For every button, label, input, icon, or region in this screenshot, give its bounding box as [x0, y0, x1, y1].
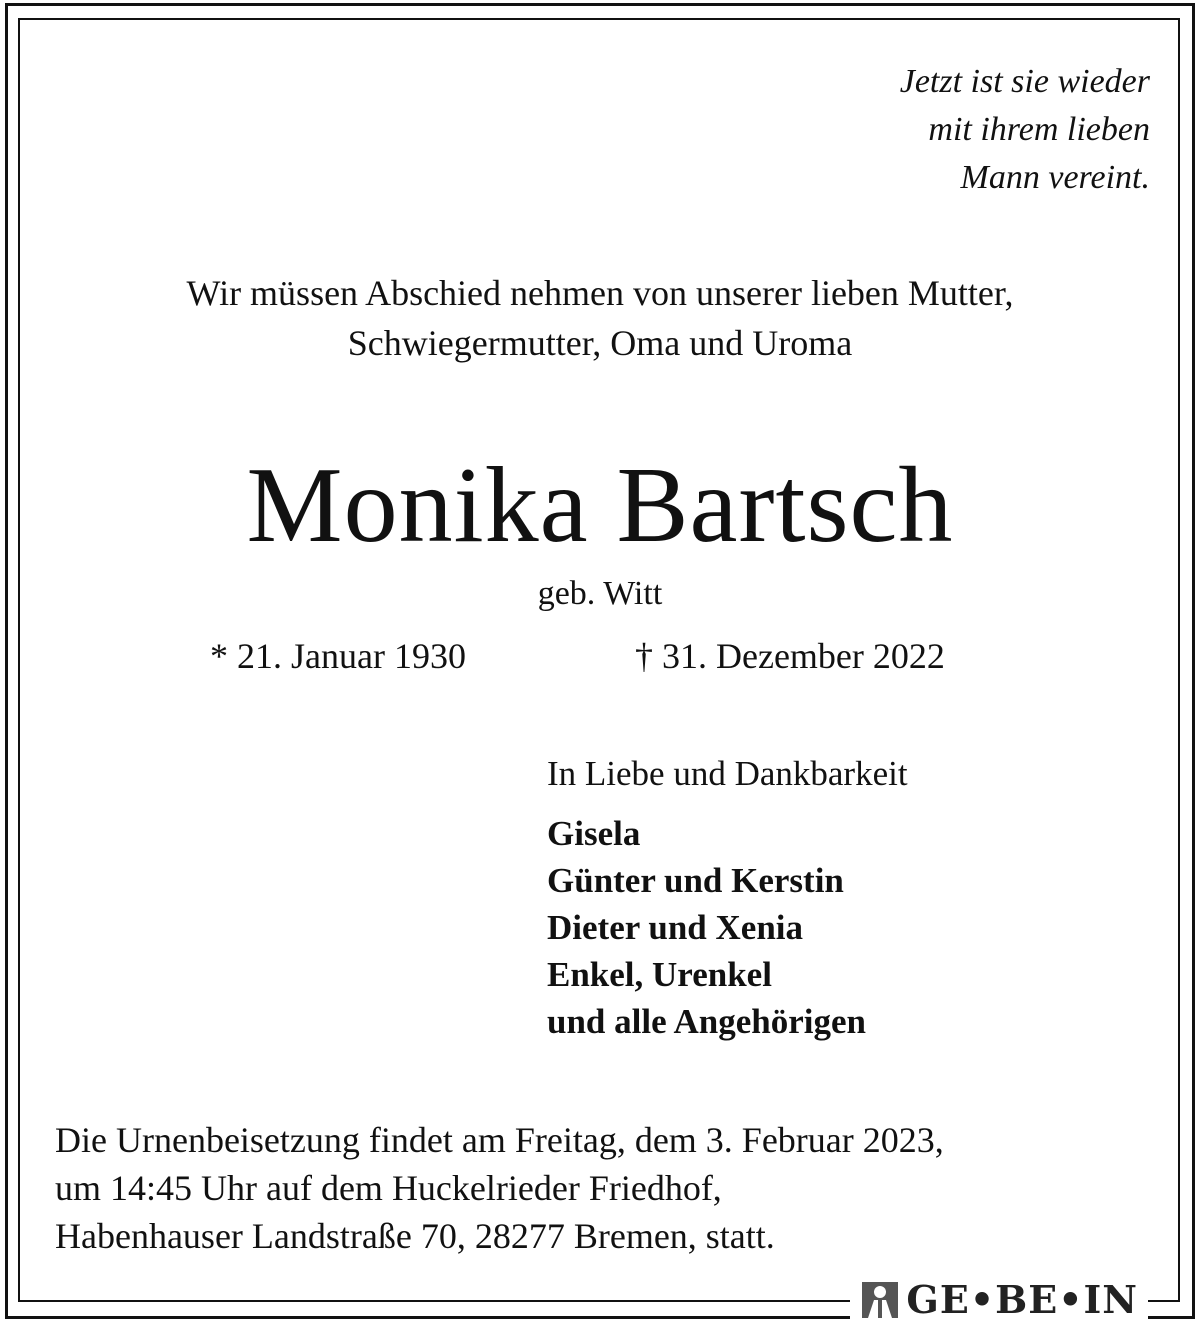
birth-date: * 21. Januar 1930	[210, 636, 466, 676]
mourner-name: Günter und Kerstin	[547, 861, 844, 900]
intro-text	[0, 268, 1200, 368]
mourner-name: Gisela	[547, 814, 641, 853]
burial-line: Habenhauser Landstraße 70, 28277 Bremen, statt.	[55, 1216, 775, 1256]
maiden-name: geb. Witt	[537, 575, 663, 612]
gebein-logo-icon	[860, 1280, 900, 1320]
mourners-list	[547, 810, 866, 1045]
deceased-name: Monika Bartsch	[246, 446, 954, 565]
burial-line: um 14:45 Uhr auf dem Huckelrieder Friedhof,	[55, 1168, 722, 1208]
burial-line: Die Urnenbeisetzung findet am Freitag, dem 3. Februar 2023,	[55, 1120, 944, 1160]
gebein-logo-text: GE•BE•IN	[906, 1277, 1138, 1322]
mourner-name: Enkel, Urenkel	[547, 955, 772, 994]
quote-line: mit ihrem lieben	[928, 111, 1150, 148]
gebein-logo	[850, 1278, 1148, 1322]
mourner-name: Dieter und Xenia	[547, 908, 804, 947]
burial-notice	[55, 1116, 944, 1260]
inner-border	[18, 18, 1180, 1302]
mourners-intro: In Liebe und Dankbarkeit	[547, 754, 908, 793]
quote-line: Jetzt ist sie wieder	[899, 63, 1150, 100]
quote-line: Mann vereint.	[960, 159, 1150, 196]
death-date: † 31. Dezember 2022	[635, 636, 945, 676]
quote	[900, 58, 1150, 202]
intro-line: Schwiegermutter, Oma und Uroma	[347, 323, 853, 363]
mourner-name: und alle Angehörigen	[547, 1002, 866, 1041]
intro-line: Wir müssen Abschied nehmen von unserer lieben Mutter,	[186, 273, 1014, 313]
